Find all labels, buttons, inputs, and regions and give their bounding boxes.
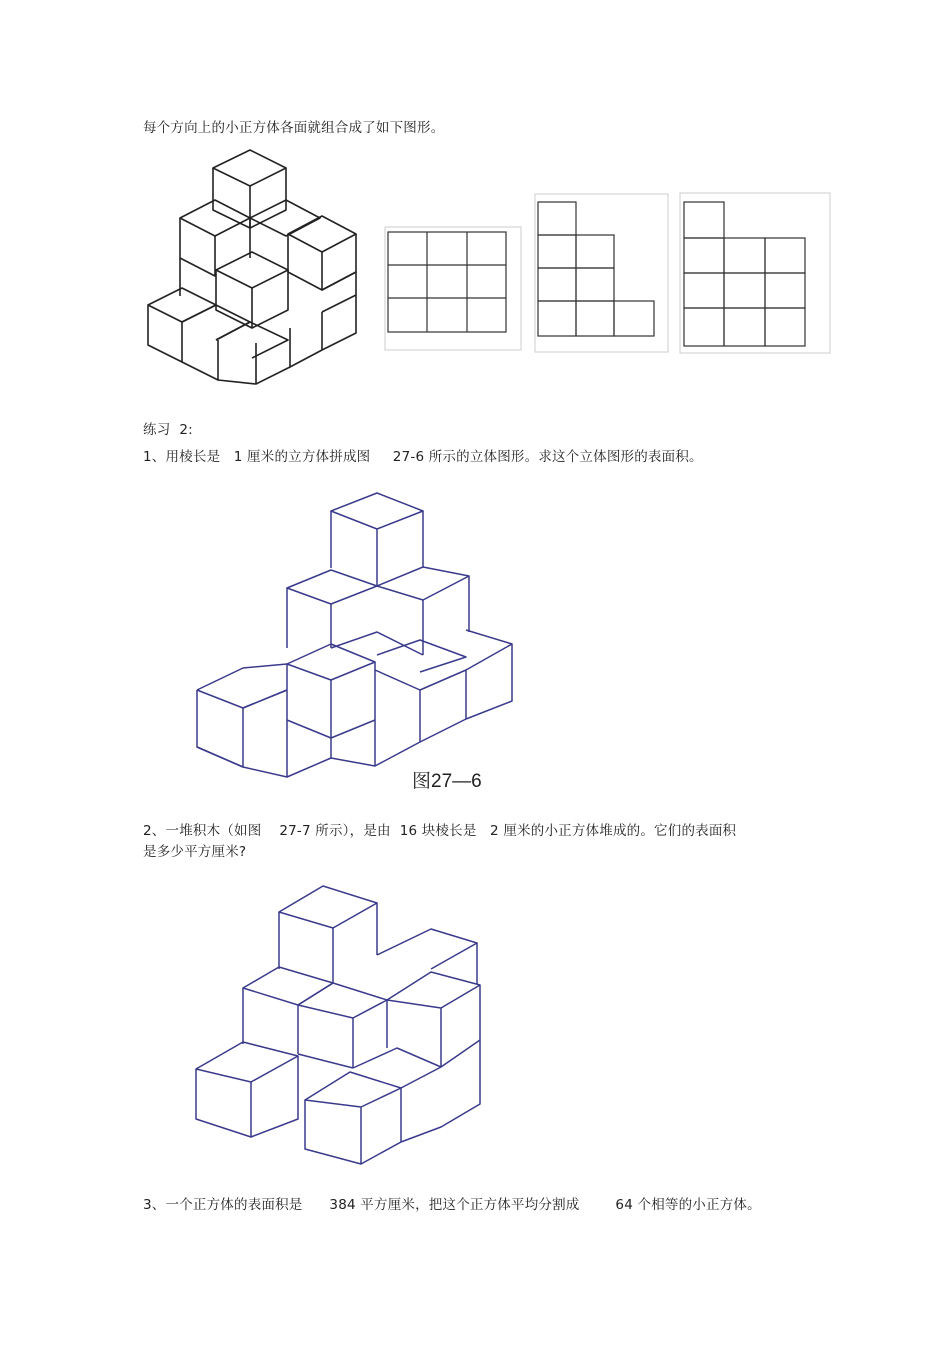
question-2-line-1: 2、一堆积木（如图 27-7 所示），是由 16 块棱长是 2 厘米的小正方体堆成的。它们的表面积 (143, 823, 737, 839)
top-view-grid (678, 191, 833, 354)
practice-heading: 练习 2: (143, 422, 193, 438)
figure-27-7 (193, 882, 485, 1170)
intro-text: 每个方向上的小正方体各面就组合成了如下图形。 (143, 120, 445, 136)
side-view-grid (534, 193, 669, 353)
question-1: 1、用棱长是 1 厘米的立方体拼成图 27-6 所示的立体图形。求这个立体图形的表面积。 (143, 449, 703, 465)
question-2-line-2: 是多少平方厘米? (143, 844, 247, 860)
figure-27-6 (194, 490, 519, 785)
cube-stack-sketch (140, 148, 365, 388)
figure-27-6-caption: 图27—6 (412, 771, 482, 792)
front-view-grid (384, 226, 524, 352)
question-3: 3、一个正方体的表面积是 384 平方厘米，把这个正方体平均分割成 64 个相等的小正方体。 (143, 1197, 761, 1213)
